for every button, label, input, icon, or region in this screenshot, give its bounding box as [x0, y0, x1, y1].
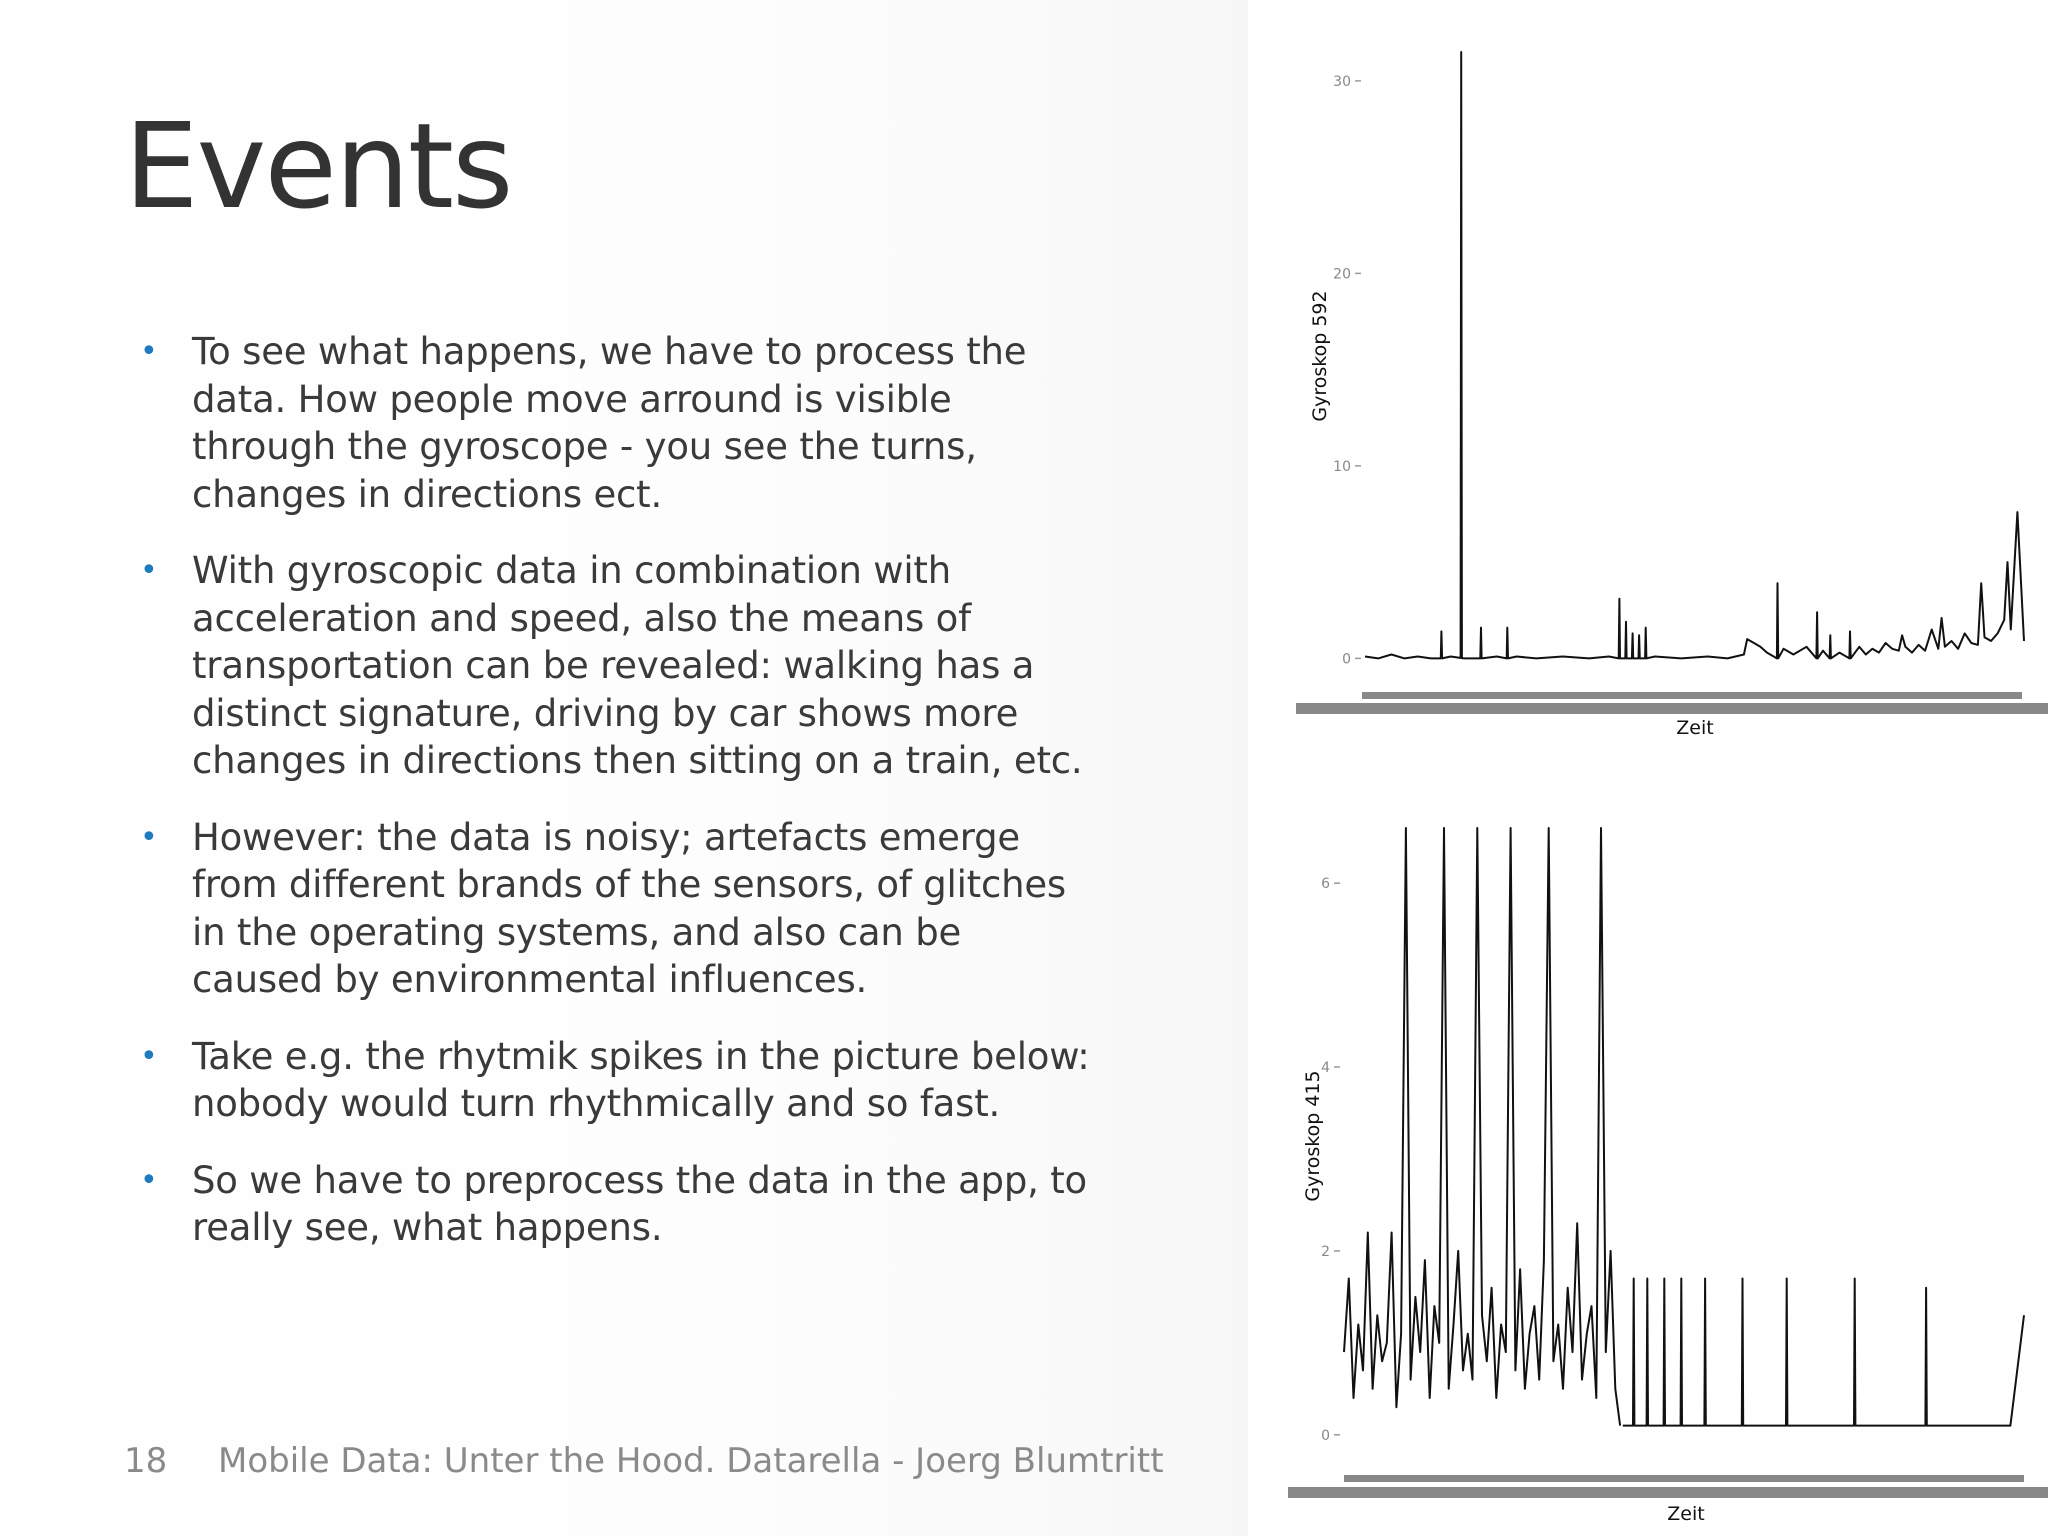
y-axis-label: Gyroskop 415 [1302, 1070, 1324, 1202]
chart-canvas [1280, 780, 2048, 1536]
series-line [1461, 52, 1462, 658]
y-tick-label: 20 [1333, 266, 1351, 283]
bullet-dot-icon: • [140, 1038, 158, 1074]
y-tick-label: 30 [1333, 73, 1351, 90]
bullet-list [140, 328, 1090, 1281]
y-tick-label: 0 [1342, 651, 1351, 668]
bullet-dot-icon: • [140, 553, 158, 588]
bullet-dot-icon: • [140, 334, 158, 369]
bullet-dot-icon: • [140, 819, 158, 855]
x-range-bar [1344, 1475, 2024, 1482]
gyroscope-592-chart [1280, 0, 2048, 760]
series-line [1365, 512, 2024, 658]
bullet-item [140, 814, 1090, 1004]
bullet-text: To see what happens, we have to process the data. How people move arround is visible through the gyroscope - you see the turns, changes in directions ect. [192, 330, 1027, 516]
chart-canvas [1280, 0, 2048, 760]
bullet-text: So we have to preprocess the data in the app, to really see, what happens. [192, 1158, 1087, 1249]
bullet-dot-icon: • [140, 1162, 158, 1198]
x-axis-label: Zeit [1676, 717, 1714, 739]
y-tick-label: 6 [1321, 876, 1330, 893]
x-axis-bar [1288, 1487, 2048, 1498]
bullet-item [140, 1157, 1090, 1252]
bullet-text: Take e.g. the rhytmik spikes in the picture below: nobody would turn rhythmically and so fast. [192, 1034, 1090, 1125]
slide-title: Events [124, 97, 512, 235]
series-line [1344, 828, 1620, 1426]
y-tick-label: 10 [1333, 458, 1351, 475]
gyroscope-415-chart [1280, 780, 2048, 1536]
y-tick-label: 4 [1321, 1060, 1330, 1077]
y-tick-label: 0 [1321, 1427, 1330, 1444]
bullet-text: However: the data is noisy; artefacts emerge from different brands of the sensors, of glitches in the operating systems, and also can be caused by environmental influences. [192, 815, 1067, 1001]
x-range-bar [1362, 692, 2022, 699]
y-axis-label: Gyroskop 592 [1309, 290, 1331, 422]
x-axis-bar [1296, 703, 2048, 714]
x-axis-label: Zeit [1667, 1503, 1705, 1525]
bullet-item [140, 547, 1090, 785]
bullet-text: With gyroscopic data in combination with acceleration and speed, also the means of transportation can be revealed: walking has a distinct signature, driving by car shows more changes in directions then sitting on a train, etc. [192, 549, 1083, 782]
footer-text: Mobile Data: Unter the Hood. Datarella - Joerg Blumtritt [218, 1441, 1164, 1481]
bullet-item [140, 1033, 1090, 1128]
series-line [1623, 1279, 2024, 1426]
page-number: 18 [124, 1441, 168, 1481]
y-tick-label: 2 [1321, 1243, 1330, 1260]
bullet-item [140, 328, 1090, 518]
